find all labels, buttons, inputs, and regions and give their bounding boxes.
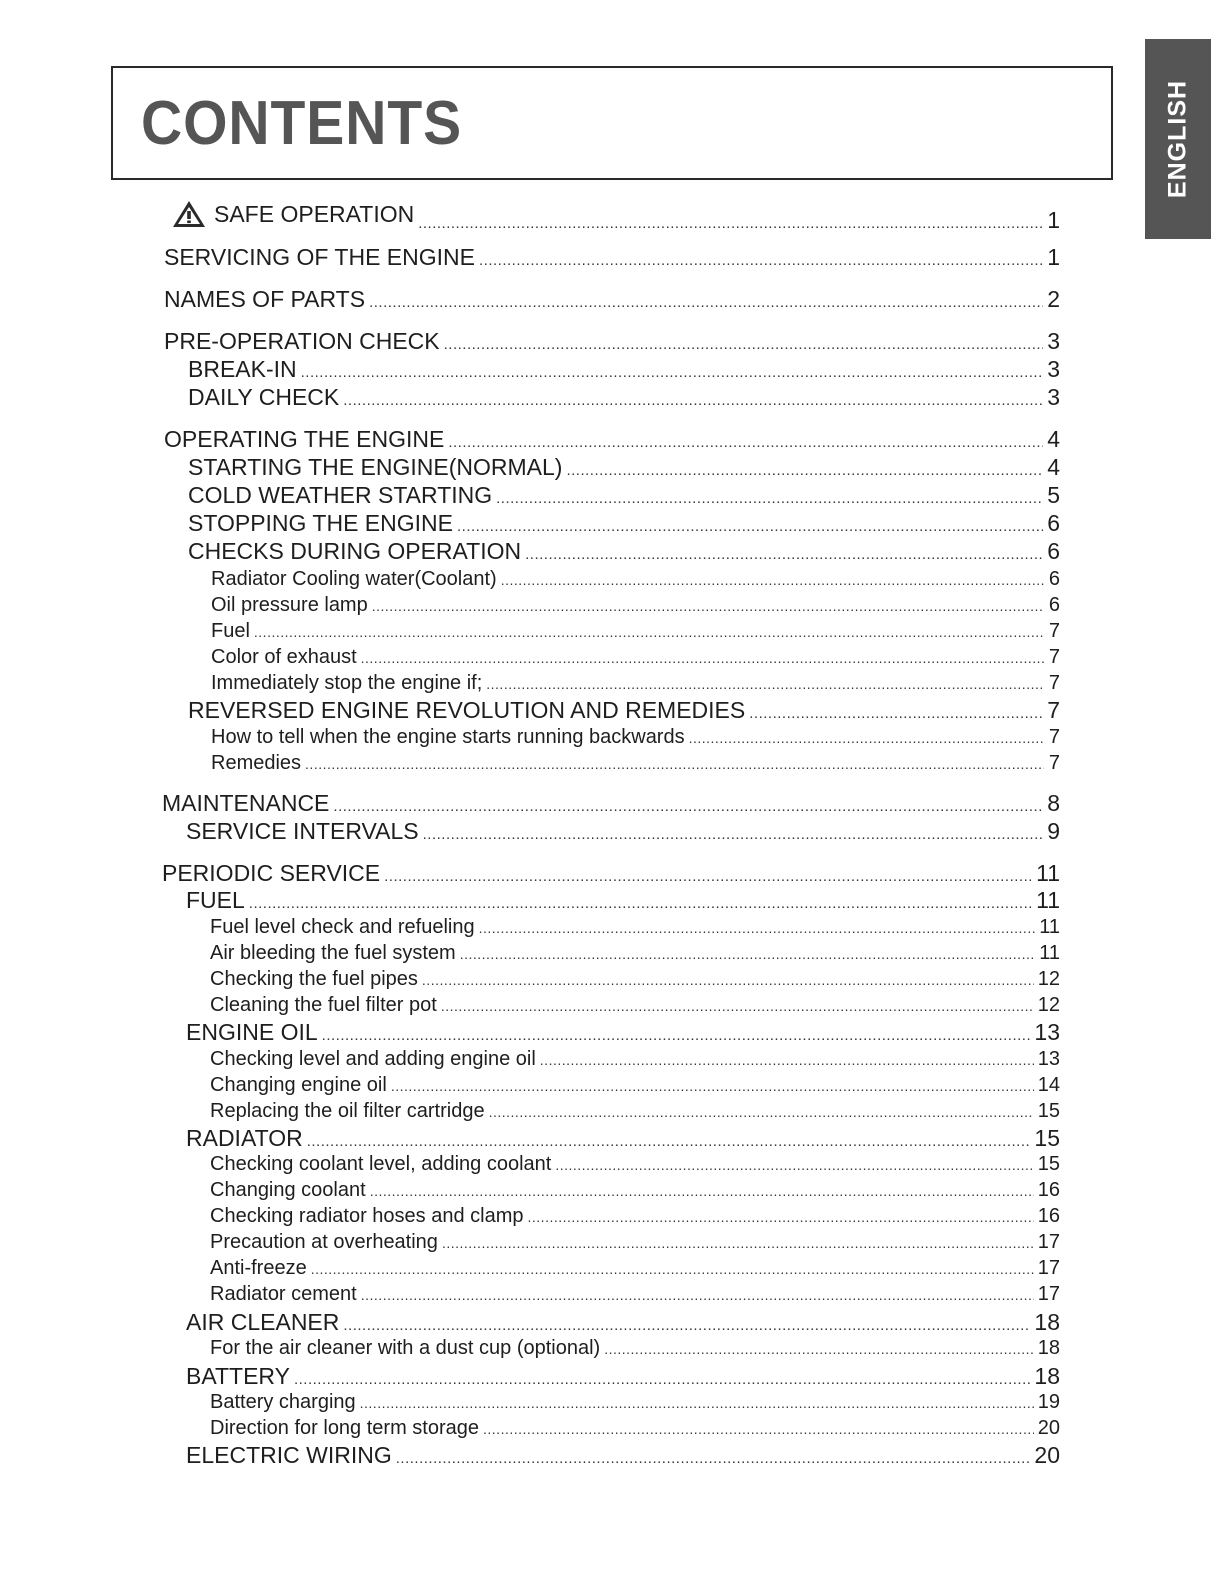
toc-page-number: 6 [1047,538,1060,564]
toc-page-number: 18 [1037,1337,1060,1359]
toc-page-number: 1 [1047,207,1060,233]
toc-entry[interactable] [188,510,1060,540]
toc-entry[interactable] [210,1283,1060,1309]
toc-label: COLD WEATHER STARTING [188,482,493,508]
toc-label: Battery charging [210,1391,356,1413]
toc-label: BATTERY [186,1363,290,1389]
toc-page-number: 15 [1037,1153,1060,1175]
toc-entry[interactable] [210,1074,1060,1100]
toc-page-number: 11 [1039,942,1060,964]
toc-entry[interactable] [186,887,1060,917]
toc-page-number: 20 [1034,1442,1060,1468]
toc-entry[interactable] [211,594,1060,620]
toc-page-number: 15 [1037,1100,1060,1122]
dot-leader [384,868,1032,885]
dot-leader [343,392,1043,409]
dot-leader [391,1078,1034,1094]
dot-leader [422,972,1034,988]
toc-page-number: 14 [1037,1074,1060,1096]
toc-page-number: 17 [1037,1257,1060,1279]
toc-page-number: 16 [1037,1205,1060,1227]
toc-entry[interactable] [188,384,1060,414]
toc-page-number: 7 [1048,726,1060,748]
toc-entry[interactable] [186,818,1060,848]
toc-page-number: 4 [1047,426,1060,452]
toc-label: Changing coolant [210,1179,366,1201]
toc-page-number: 4 [1047,454,1060,480]
dot-leader [555,1157,1033,1173]
toc-page-number: 13 [1037,1048,1060,1070]
toc-page-number: 18 [1034,1309,1060,1335]
toc-entry[interactable] [186,1309,1060,1339]
dot-leader [444,336,1044,353]
toc-label: CHECKS DURING OPERATION [188,538,522,564]
toc-page-number: 3 [1047,384,1060,410]
toc-page-number: 11 [1036,860,1060,886]
toc-label: Oil pressure lamp [211,594,368,616]
dot-leader [496,490,1043,507]
toc-label: ENGINE OIL [186,1019,318,1045]
dot-leader [361,1287,1034,1303]
toc-page-number: 19 [1037,1391,1060,1413]
toc-entry[interactable] [211,568,1060,594]
toc-entry[interactable] [210,1417,1060,1443]
toc-label: Color of exhaust [211,646,357,668]
toc-label: Remedies [211,752,302,774]
dot-leader [369,294,1043,311]
dot-leader [418,215,1043,232]
language-tab-label: ENGLISH [1163,79,1192,199]
toc-entry[interactable] [210,968,1060,994]
toc-label: DAILY CHECK [188,384,340,410]
dot-leader [479,252,1043,269]
dot-leader [566,462,1043,479]
dot-leader [333,798,1043,815]
toc-page-number: 3 [1047,328,1060,354]
dot-leader [460,946,1036,962]
dot-leader [483,1421,1034,1437]
toc-label: Changing engine oil [210,1074,387,1096]
toc-entry[interactable] [210,1100,1060,1126]
toc-entry-safe-operation[interactable] [168,200,1060,233]
toc-page-number: 7 [1048,620,1060,642]
toc-label: MAINTENANCE [162,790,330,816]
toc-entry[interactable] [210,1179,1060,1205]
dot-leader [689,730,1044,746]
toc-label: AIR CLEANER [186,1309,340,1335]
dot-leader [305,756,1044,772]
toc-page-number: 6 [1047,510,1060,536]
toc-page-number: 9 [1047,818,1060,844]
toc-label: Radiator Cooling water(Coolant) [211,568,497,590]
toc-label: PRE-OPERATION CHECK [164,328,440,354]
toc-label: RADIATOR [186,1125,303,1151]
toc-label: PERIODIC SERVICE [162,860,381,886]
toc-page-number: 17 [1037,1283,1060,1305]
toc-entry[interactable] [210,994,1060,1020]
toc-label: Checking radiator hoses and clamp [210,1205,524,1227]
dot-leader [749,705,1043,722]
toc-label: Anti-freeze [210,1257,307,1279]
toc-label: NAMES OF PARTS [164,286,366,312]
toc-entry[interactable] [211,620,1060,646]
toc-entry[interactable] [210,1337,1060,1363]
toc-entry[interactable] [162,860,1060,890]
dot-leader [370,1183,1034,1199]
toc-label: Air bleeding the fuel system [210,942,456,964]
toc-label: Fuel level check and refueling [210,916,475,938]
dot-leader [441,998,1034,1014]
toc-page-number: 12 [1037,994,1060,1016]
toc-entry[interactable] [210,1048,1060,1074]
toc-page-number: 20 [1037,1417,1060,1439]
dot-leader [361,650,1044,666]
toc-entry[interactable] [162,790,1060,820]
toc-page-number: 18 [1034,1363,1060,1389]
toc-page-number: 8 [1047,790,1060,816]
toc-entry[interactable] [164,286,1060,316]
toc-label: REVERSED ENGINE REVOLUTION AND REMEDIES [188,697,746,723]
dot-leader [301,364,1044,381]
toc-label: FUEL [186,887,245,913]
toc-entry[interactable] [188,697,1060,727]
toc-entry[interactable] [188,482,1060,512]
dot-leader [525,546,1043,563]
toc-entry[interactable] [210,1391,1060,1417]
dot-leader [489,1104,1034,1120]
toc-label: Precaution at overheating [210,1231,438,1253]
toc-label: SERVICE INTERVALS [186,818,419,844]
toc-label: Checking the fuel pipes [210,968,418,990]
toc-entry[interactable] [210,1231,1060,1257]
toc-page-number: 17 [1037,1231,1060,1253]
toc-label: Replacing the oil filter cartridge [210,1100,485,1122]
toc-page-number: 7 [1047,697,1060,723]
dot-leader [448,434,1043,451]
dot-leader [423,826,1044,843]
toc-label: SAFE OPERATION [214,200,415,227]
toc-label: Cleaning the fuel filter pot [210,994,437,1016]
dot-leader [294,1371,1030,1388]
toc-entry[interactable] [186,1125,1060,1155]
dot-leader [322,1027,1031,1044]
toc-page-number: 6 [1048,594,1060,616]
dot-leader [442,1235,1034,1251]
toc-page-number: 11 [1039,916,1060,938]
dot-leader [249,895,1032,912]
toc-label: Checking level and adding engine oil [210,1048,536,1070]
dot-leader [372,598,1044,614]
toc-label: OPERATING THE ENGINE [164,426,445,452]
toc-entry[interactable] [186,1019,1060,1049]
toc-entry[interactable] [188,538,1060,568]
toc-entry[interactable] [210,1205,1060,1231]
warning-icon [172,200,206,228]
toc-entry[interactable] [210,916,1060,942]
toc-label: Fuel [211,620,250,642]
dot-leader [396,1450,1031,1467]
toc-label: BREAK-IN [188,356,297,382]
toc-entry[interactable] [164,244,1060,274]
toc-page-number: 3 [1047,356,1060,382]
dot-leader [604,1341,1034,1357]
dot-leader [254,624,1044,640]
toc-label: Radiator cement [210,1283,357,1305]
toc-entry[interactable] [211,646,1060,672]
toc-entry[interactable] [210,1257,1060,1283]
dot-leader [528,1209,1034,1225]
toc-page-number: 6 [1048,568,1060,590]
toc-page-number: 16 [1037,1179,1060,1201]
toc-page-number: 7 [1048,646,1060,668]
toc-page-number: 2 [1047,286,1060,312]
toc-entry[interactable] [211,752,1060,778]
toc-entry[interactable] [210,1153,1060,1179]
toc-page-number: 1 [1047,244,1060,270]
dot-leader [311,1261,1034,1277]
dot-leader [540,1052,1034,1068]
dot-leader [479,920,1036,936]
dot-leader [486,676,1044,692]
toc-page-number: 11 [1036,887,1060,913]
toc-entry[interactable] [210,942,1060,968]
toc-label: For the air cleaner with a dust cup (optional) [210,1337,601,1359]
toc-label: STARTING THE ENGINE(NORMAL) [188,454,563,480]
toc-label: ELECTRIC WIRING [186,1442,392,1468]
toc-entry[interactable] [188,356,1060,386]
toc-entry[interactable] [211,672,1060,698]
dot-leader [360,1395,1034,1411]
toc-page-number: 15 [1034,1125,1060,1151]
toc-entry[interactable] [164,328,1060,358]
toc-page-number: 13 [1034,1019,1060,1045]
toc-entry[interactable] [164,426,1060,456]
toc-label: Checking coolant level, adding coolant [210,1153,552,1175]
toc-entry[interactable] [186,1363,1060,1393]
dot-leader [457,518,1043,535]
toc-entry[interactable] [188,454,1060,484]
toc-label: SERVICING OF THE ENGINE [164,244,475,270]
page-title: CONTENTS [141,89,463,158]
toc-label: Immediately stop the engine if; [211,672,483,694]
toc-label: STOPPING THE ENGINE [188,510,453,536]
toc-page-number: 12 [1037,968,1060,990]
toc-label: How to tell when the engine starts running backwards [211,726,685,748]
toc-page-number: 7 [1048,672,1060,694]
toc-page-number: 5 [1047,482,1060,508]
toc-page-number: 7 [1048,752,1060,774]
toc-entry[interactable] [186,1442,1060,1472]
toc-label: Direction for long term storage [210,1417,480,1439]
toc-entry[interactable] [211,726,1060,752]
dot-leader [307,1133,1031,1150]
dot-leader [501,572,1044,588]
dot-leader [343,1317,1030,1334]
